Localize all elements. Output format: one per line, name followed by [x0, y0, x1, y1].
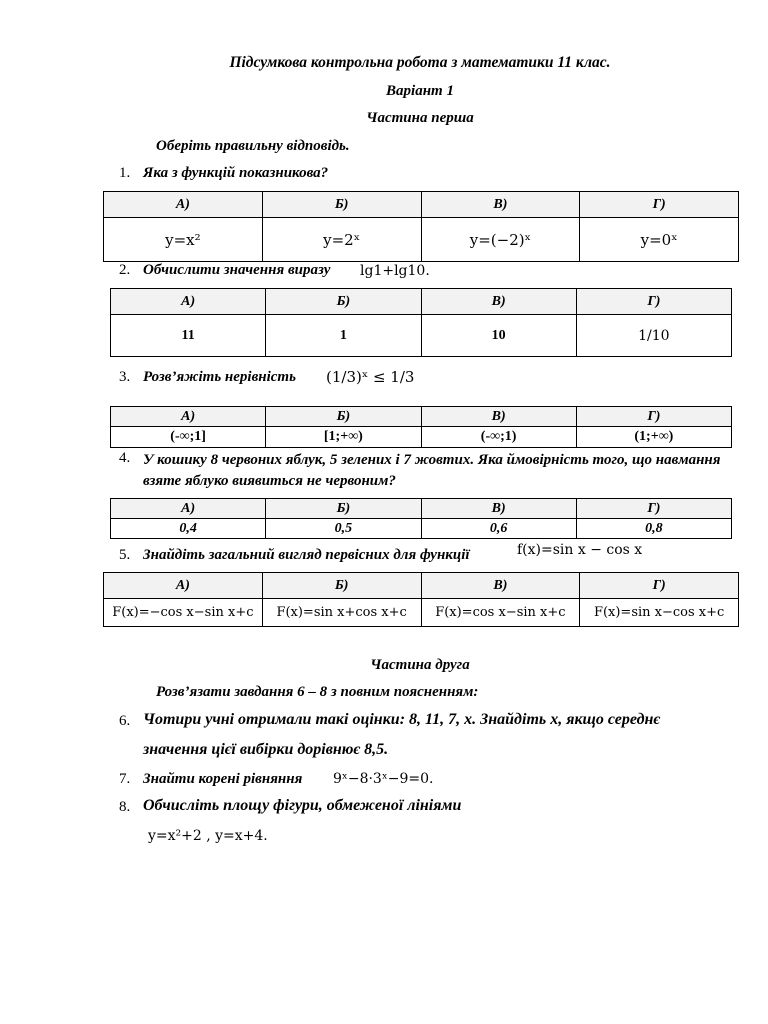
question-3-number: 3. [119, 369, 131, 385]
q3-header-d: Г) [576, 407, 731, 427]
q1-header-b: Б) [262, 192, 421, 218]
q4-answer-c: 0,6 [421, 519, 576, 539]
q1-answer-c: y=(−2)ˣ [421, 218, 580, 262]
task-6-line1: Чотири учні отримали такі оцінки: 8, 11, 7, х. Знайдіть х, якщо середнє [143, 711, 661, 728]
page-title: Підсумкова контрольна робота з математики 11 клас. [229, 54, 611, 71]
q3-header-a: А) [111, 407, 266, 427]
question-1-options-table [103, 191, 739, 262]
q5-header-d: Г) [580, 573, 739, 599]
q3-answer-a: (-∞;1] [111, 427, 266, 448]
q4-answer-a: 0,4 [111, 519, 266, 539]
task-7-text: Знайти корені рівняння [143, 771, 303, 787]
part1-heading: Частина перша [366, 110, 474, 126]
question-2-options-table [110, 288, 732, 357]
question-1-number: 1. [119, 165, 131, 181]
q2-answer-d: 1/10 [576, 315, 731, 357]
q3-answer-d: (1;+∞) [576, 427, 731, 448]
question-5-options-table [103, 572, 739, 627]
q1-header-c: В) [421, 192, 580, 218]
q1-answer-a: y=x² [104, 218, 263, 262]
question-4-number: 4. [119, 450, 131, 466]
q5-header-a: А) [104, 573, 263, 599]
task-8-text: Обчисліть площу фігури, обмеженої лініями [143, 797, 462, 814]
q4-header-a: А) [111, 499, 266, 519]
q2-header-b: Б) [266, 289, 421, 315]
task-8-expression: y=x²+2 , y=x+4. [148, 828, 268, 844]
q2-header-c: В) [421, 289, 576, 315]
q4-header-c: В) [421, 499, 576, 519]
q3-header-b: Б) [266, 407, 421, 427]
task-6-number: 6. [119, 713, 131, 729]
q5-answer-d: F(x)=sin x−cos x+c [580, 599, 739, 627]
part2-heading: Частина друга [370, 657, 470, 673]
q2-header-a: А) [111, 289, 266, 315]
question-5-expression: f(x)=sin x − cos x [517, 542, 643, 558]
question-2-text: Обчислити значення виразу [143, 262, 331, 278]
q5-answer-b: F(x)=sin x+cos x+c [262, 599, 421, 627]
q5-header-c: В) [421, 573, 580, 599]
q3-answer-b: [1;+∞) [266, 427, 421, 448]
q5-answer-c: F(x)=cos x−sin x+c [421, 599, 580, 627]
task-7-number: 7. [119, 771, 131, 787]
task-7-expression: 9ˣ−8·3ˣ−9=0. [333, 771, 434, 787]
q1-header-a: А) [104, 192, 263, 218]
q4-header-b: Б) [266, 499, 421, 519]
q2-header-d: Г) [576, 289, 731, 315]
question-5-number: 5. [119, 547, 131, 563]
question-3-options-table [110, 406, 732, 448]
q2-answer-b: 1 [266, 315, 421, 357]
q1-answer-d: y=0ˣ [580, 218, 739, 262]
q3-answer-c: (-∞;1) [421, 427, 576, 448]
q2-answer-c: 10 [421, 315, 576, 357]
q2-answer-a: 11 [111, 315, 266, 357]
question-3-text: Розв’яжіть нерівність [143, 369, 296, 385]
question-2-expression: lg1+lg10. [360, 263, 430, 279]
q4-header-d: Г) [576, 499, 731, 519]
q4-answer-b: 0,5 [266, 519, 421, 539]
q5-header-b: Б) [262, 573, 421, 599]
q1-answer-b: y=2ˣ [262, 218, 421, 262]
q4-answer-d: 0,8 [576, 519, 731, 539]
part1-instruction: Оберіть правильну відповідь. [156, 138, 350, 154]
question-5-text: Знайдіть загальний вигляд первісних для функції [143, 547, 470, 563]
q1-header-d: Г) [580, 192, 739, 218]
question-4-text: У кошику 8 червоних яблук, 5 зелених і 7 жовтих. Яка ймовірність того, що навмання взяте яблуко виявиться не червоним? [143, 452, 721, 489]
task-8-number: 8. [119, 799, 131, 815]
part2-instruction: Розв’язати завдання 6 – 8 з повним поясненням: [156, 684, 479, 700]
question-2-number: 2. [119, 262, 131, 278]
question-3-expression: (1/3)ˣ ≤ 1/3 [326, 368, 415, 386]
q5-answer-a: F(x)=−cos x−sin x+c [104, 599, 263, 627]
task-6-line2: значення цієї вибірки дорівнює 8,5. [143, 741, 389, 758]
question-4-options-table [110, 498, 732, 539]
q3-header-c: В) [421, 407, 576, 427]
variant-label: Варіант 1 [386, 83, 454, 99]
question-1-text: Яка з функцій показникова? [143, 165, 329, 181]
